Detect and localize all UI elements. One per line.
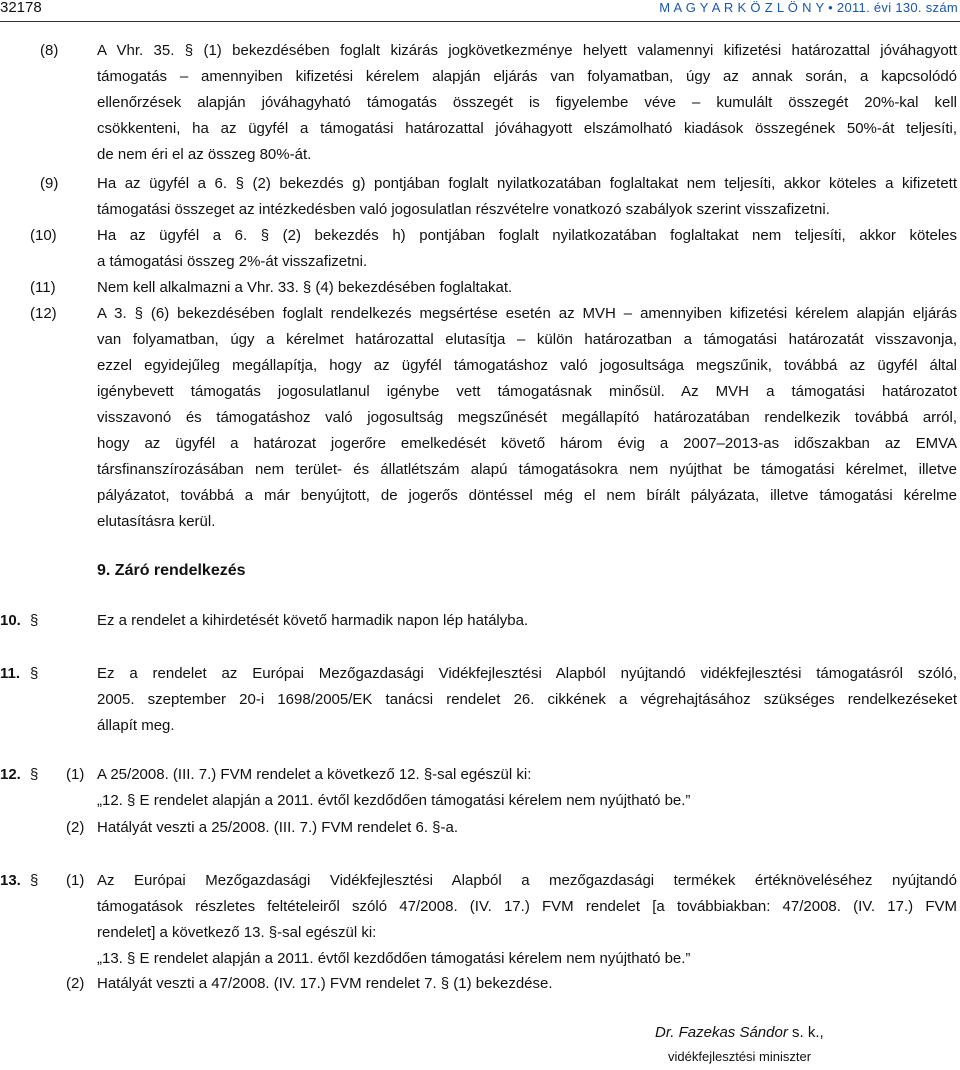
paragraph-number: (12): [30, 305, 57, 322]
subsection-text: [97, 815, 957, 841]
section-text: [97, 608, 957, 634]
paragraph-text: [97, 301, 957, 535]
section-number: 13.: [0, 872, 21, 889]
section-text: [97, 661, 957, 739]
journal-title: M A G Y A R K Ö Z L Ö N Y • 2011. évi 130. szám: [659, 0, 958, 15]
section-number: 11.: [0, 665, 21, 682]
text-line: A Vhr. 35. § (1) bekezdésében foglalt kizárás jogkövetkezménye helyett valamennyi kifizetési határozattal jóváhagyott: [97, 42, 957, 59]
header-rule: [0, 21, 960, 22]
signatory-name: Dr. Fazekas Sándor: [655, 1024, 788, 1041]
text-line: pályázatot, továbbá a már benyújtott, de jogerős döntéssel még el nem bírált pályázata, illetve támogatási kérelme: [97, 487, 957, 504]
subsection-text: [97, 971, 957, 997]
text-line: igénybevett támogatás jogosulatlanul igénybe vett támogatásnak minősül. Az MVH a támogatási határozatot: [97, 383, 957, 400]
signatory-role: vidékfejlesztési miniszter: [668, 1049, 812, 1064]
text-line: társfinanszírozásában nem terület- és állatlétszám alapú támogatásokra nem nyújthat be támogatási kérelmet, illetve: [97, 461, 957, 478]
text-line: A 25/2008. (III. 7.) FVM rendelet a következő 12. §-sal egészül ki:: [97, 766, 532, 783]
text-line: ezzel egyidejűleg megállapítja, hogy az ügyfél támogatáshoz való jogosultsága megszűnik, továbbá az ügyfél által: [97, 357, 957, 374]
quoted-text-line: „12. § E rendelet alapján a 2011. évtől kezdődően támogatási kérelem nem nyújtható be.”: [97, 792, 691, 809]
paragraph-text: [97, 275, 957, 301]
text-line: de nem éri el az összeg 80%-át.: [97, 146, 312, 163]
text-line: Ha az ügyfél a 6. § (2) bekezdés g) pontjában foglalt nyilatkozatában foglaltakat nem teljesíti, akkor köteles a kifizetett: [97, 175, 957, 192]
text-line: Az Európai Mezőgazdasági Vidékfejlesztési Alapból a mezőgazdasági termékek értéknöveléséhez nyújtandó: [97, 872, 957, 889]
text-line: a támogatási összeg 2%-át visszafizetni.: [97, 253, 368, 270]
subsection-number: (2): [66, 975, 85, 992]
section-sign: §: [30, 665, 39, 682]
page-number: 32178: [0, 0, 42, 16]
text-line: támogatások részletes feltételeiről szóló 47/2008. (IV. 17.) FVM rendelet [a továbbiakban: 47/2008. (IV. 17.) FVM: [97, 898, 957, 915]
section-number: 12.: [0, 766, 21, 783]
text-line: 2005. szeptember 20-i 1698/2005/EK tanácsi rendelet 26. cikkének a végrehajtásához szükséges rendelkezéseket: [97, 691, 957, 708]
signature: [655, 1024, 824, 1041]
paragraph-text: [97, 223, 957, 275]
paragraph-number: (11): [30, 279, 56, 296]
text-line: A 3. § (6) bekezdésében foglalt rendelkezés megsértése esetén az MVH – amennyiben kifizetési kérelem alapján eljárás: [97, 305, 957, 322]
text-line: Hatályát veszti a 25/2008. (III. 7.) FVM rendelet 6. §-a.: [97, 819, 459, 836]
text-line: állapít meg.: [97, 717, 175, 734]
text-line: rendelet] a következő 13. §-sal egészül ki:: [97, 924, 377, 941]
text-line: elutasításra kerül.: [97, 513, 216, 530]
paragraph-text: [97, 38, 957, 168]
paragraph-number: (8): [40, 42, 59, 59]
subsection-number: (1): [66, 872, 85, 889]
signature-suffix: s. k.,: [787, 1024, 824, 1041]
text-line: Nem kell alkalmazni a Vhr. 33. § (4) bekezdésében foglaltakat.: [97, 279, 513, 296]
text-line: támogatási összeget az intézkedésben való jogosulatlan részvételre vonatkozó szabályok szerint visszafizetni.: [97, 201, 830, 218]
section-sign: §: [30, 612, 39, 629]
subsection-number: (1): [66, 766, 85, 783]
quoted-text-line: „13. § E rendelet alapján a 2011. évtől kezdődően támogatási kérelem nem nyújtható be.”: [97, 950, 691, 967]
text-line: Ez a rendelet az Európai Mezőgazdasági Vidékfejlesztési Alapból nyújtandó vidékfejlesztési támogatásról szóló,: [97, 665, 957, 682]
text-line: hogy az ügyfél a határozat jogerőre emelkedését követő három évig a 2007–2013-as időszakban az EMVA: [97, 435, 957, 452]
text-line: támogatás – amennyiben kifizetési kérelem alapján eljárás van folyamatban, úgy az annak során, a kapcsolódó: [97, 68, 957, 85]
text-line: Hatályát veszti a 47/2008. (IV. 17.) FVM rendelet 7. § (1) bekezdése.: [97, 975, 553, 992]
text-line: csökkenteni, ha az ügyfél a támogatási határozattal jóváhagyott elszámolható kiadások összegének 50%-át teljesíti,: [97, 120, 957, 137]
paragraph-number: (9): [40, 175, 59, 192]
subsection-text: [97, 762, 957, 814]
subsection-text: [97, 868, 957, 972]
section-sign: §: [30, 766, 39, 783]
page-header: [0, 0, 960, 22]
text-line: van folyamatban, úgy a kérelmet határozattal elutasítja – külön határozatban a támogatási határozatát visszavonja,: [97, 331, 957, 348]
paragraph-number: (10): [30, 227, 57, 244]
section-title: 9. Záró rendelkezés: [97, 562, 246, 579]
section-sign: §: [30, 872, 39, 889]
section-number: 10.: [0, 612, 21, 629]
subsection-number: (2): [66, 819, 85, 836]
text-line: Ha az ügyfél a 6. § (2) bekezdés h) pontjában foglalt nyilatkozatában foglaltakat nem teljesíti, akkor köteles: [97, 227, 957, 244]
paragraph-text: [97, 171, 957, 223]
text-line: Ez a rendelet a kihirdetését követő harmadik napon lép hatályba.: [97, 612, 529, 629]
text-line: ellenőrzések alapján jóváhagyható támogatás összegét is figyelembe véve – kumulált összegét 20%-kal kell: [97, 94, 957, 111]
text-line: visszavonó és támogatáshoz való jogosultság megszűnését megállapító határozatában rendelkezik továbbá arról,: [97, 409, 957, 426]
